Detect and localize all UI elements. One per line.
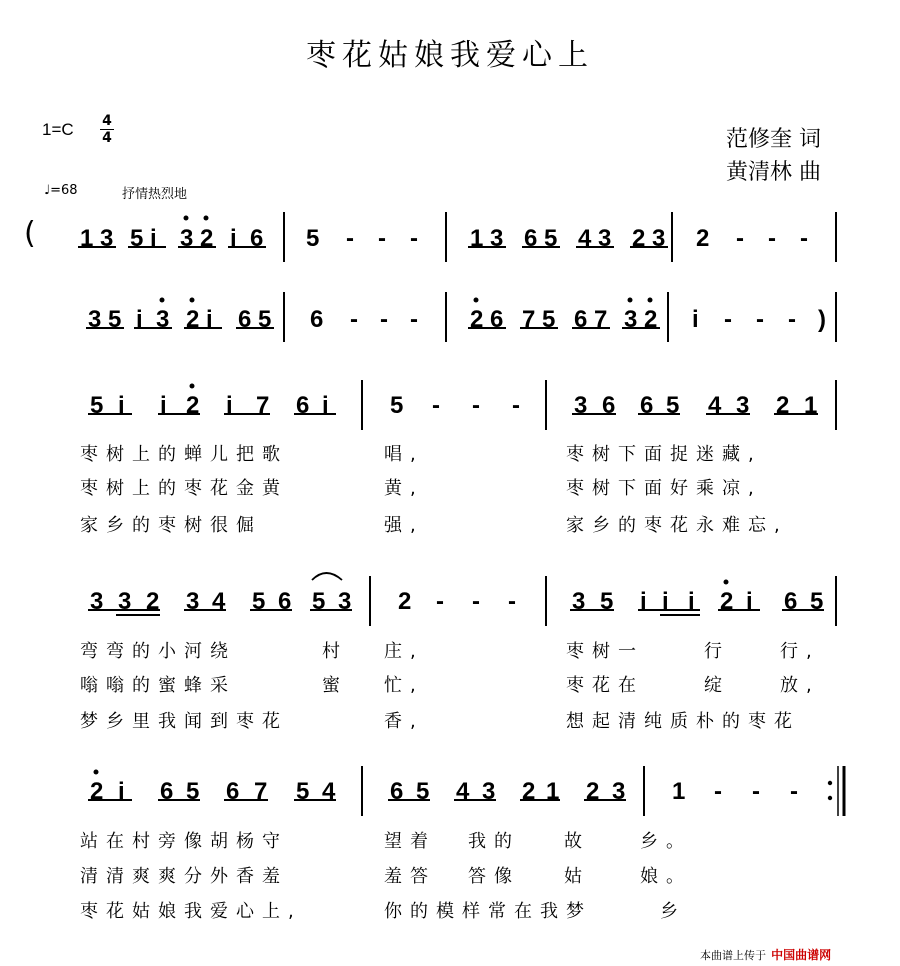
note-token: 5 [252, 588, 266, 615]
note-token: 6 [226, 778, 240, 805]
lyric-text: 姑 [564, 866, 590, 887]
note-token: 5 [258, 306, 272, 333]
dash-token: - [788, 306, 796, 333]
note-token: 1 [470, 225, 484, 252]
note-token: 5 [600, 588, 614, 615]
song-title: 枣花姑娘我爱心上 [306, 38, 594, 73]
lyric-text: 枣树一 [566, 641, 644, 662]
note-token: 2 [186, 306, 200, 333]
note-token: 5 [810, 588, 824, 615]
dash-token: - [756, 306, 764, 333]
note-token: 3 [490, 225, 504, 252]
note-token: i [746, 588, 753, 615]
note-token: 5 [108, 306, 122, 333]
dash-token: - [432, 392, 440, 419]
dash-token: - [410, 306, 418, 333]
note-token: 3 [88, 306, 102, 333]
lyric-text: 行 [704, 641, 730, 662]
lyric-text: 我的 [468, 831, 520, 852]
dash-token: - [346, 225, 354, 252]
expression-marking: 抒情热烈地 [122, 187, 188, 202]
watermark-text: 本曲谱上传于 [700, 949, 766, 962]
lyric-text: 忙, [384, 675, 424, 696]
note-token: 6 [278, 588, 292, 615]
time-signature-bottom: 4 [102, 130, 112, 146]
note-token: 4 [322, 778, 336, 805]
note-token: 2 [586, 778, 600, 805]
note-token: 6 [524, 225, 538, 252]
lyric-text: 枣花姑娘我爱心上, [80, 901, 302, 922]
lyric-text: 枣树下面好乘凉, [566, 478, 762, 499]
note-token: 3 [624, 306, 638, 333]
note-token: 6 [390, 778, 404, 805]
note-token: 3 [482, 778, 496, 805]
lyric-text: 弯弯的小河绕 [80, 641, 236, 662]
lyric-text: 家乡的枣花永难忘, [566, 515, 788, 536]
dash-token: - [350, 306, 358, 333]
note-token: 5 [296, 778, 310, 805]
watermark [700, 944, 831, 963]
dash-token: - [410, 225, 418, 252]
composer-credit: 黄清林 曲 [726, 160, 821, 185]
lyric-text: 乡。 [640, 831, 692, 852]
lyric-text: 梦乡里我闻到枣花 [80, 711, 288, 732]
lyric-text: 香, [384, 711, 424, 732]
lyric-text: 行, [780, 641, 820, 662]
note-token: 2 [644, 306, 658, 333]
note-token: 4 [578, 225, 592, 252]
note-token: 3 [338, 588, 352, 615]
lyric-text: 乡 [660, 901, 686, 922]
note-token: 4 [708, 392, 722, 419]
note-token: 5 [186, 778, 200, 805]
lyric-text: 绽 [704, 675, 730, 696]
note-token: i [160, 392, 167, 419]
note-token: 6 [602, 392, 616, 419]
note-token: 2 [470, 306, 484, 333]
note-token: 6 [490, 306, 504, 333]
dash-token: - [724, 306, 732, 333]
key-signature: 1=C [42, 120, 74, 139]
note-token: 5 [666, 392, 680, 419]
dash-token: - [736, 225, 744, 252]
note-token: 7 [522, 306, 536, 333]
note-token: i [322, 392, 329, 419]
note-token: 5 [542, 306, 556, 333]
dash-token: - [508, 588, 516, 615]
lyric-text: 娘。 [640, 866, 692, 887]
note-token: 5 [416, 778, 430, 805]
dash-token: - [768, 225, 776, 252]
note-token: 6 [640, 392, 654, 419]
note-token: 1 [804, 392, 818, 419]
note-token: 3 [186, 588, 200, 615]
note-token: 2 [776, 392, 790, 419]
dash-token: - [472, 392, 480, 419]
dash-token: - [472, 588, 480, 615]
note-token: 5 [130, 225, 144, 252]
lyric-text: 清清爽爽分外香羞 [80, 866, 288, 887]
note-token: i [136, 306, 143, 333]
lyric-text: 家乡的枣树很倔 [80, 515, 262, 536]
lyric-text: 嗡嗡的蜜蜂采 [80, 675, 236, 696]
note-token: 1 [672, 778, 686, 805]
note-token: 2 [90, 778, 104, 805]
lyric-text: 村 [322, 641, 348, 662]
lyric-text: 站在村旁像胡杨守 [80, 831, 288, 852]
note-token: 3 [652, 225, 666, 252]
note-token: 2 [398, 588, 412, 615]
lyric-text: 故 [564, 831, 590, 852]
note-token: 3 [736, 392, 750, 419]
intro-open-paren: ( [24, 216, 36, 251]
note-token: 6 [296, 392, 310, 419]
note-token: 3 [118, 588, 132, 615]
note-token: 2 [696, 225, 710, 252]
lyric-text: 望着 [384, 831, 436, 852]
note-token: 1 [546, 778, 560, 805]
dash-token: - [512, 392, 520, 419]
note-token: 3 [90, 588, 104, 615]
note-token: i [118, 778, 125, 805]
note-token: 2 [186, 392, 200, 419]
note-token: i [640, 588, 647, 615]
note-token: 6 [238, 306, 252, 333]
lyric-text: 枣花在 [566, 675, 644, 696]
note-token: i [688, 588, 695, 615]
note-token: 5 [312, 588, 326, 615]
watermark-logo: 中国曲谱网 [771, 948, 832, 962]
note-token: 3 [598, 225, 612, 252]
lyric-text: 你的模样常在我梦 [384, 901, 592, 922]
dash-token: - [800, 225, 808, 252]
lyricist-credit: 范修奎 词 [726, 127, 821, 152]
tempo-marking: ♩=68 [44, 183, 78, 198]
lyric-text: 蜜 [322, 675, 348, 696]
dash-token: - [752, 778, 760, 805]
lyric-text: 枣树上的蝉儿把歌 [80, 444, 288, 465]
note-token: i [226, 392, 233, 419]
note-token: 5 [544, 225, 558, 252]
note-token: 7 [256, 392, 270, 419]
note-token: 7 [254, 778, 268, 805]
lyric-text: 放, [780, 675, 820, 696]
note-token: i [692, 306, 699, 333]
dash-token: - [790, 778, 798, 805]
note-token: i [150, 225, 157, 252]
lyric-text: 黄, [384, 478, 424, 499]
note-token: 5 [90, 392, 104, 419]
note-token: 5 [306, 225, 320, 252]
note-token: 6 [784, 588, 798, 615]
note-token: i [662, 588, 669, 615]
lyric-text: 枣树上的枣花金黄 [80, 478, 288, 499]
note-token: 6 [574, 306, 588, 333]
dash-token: - [714, 778, 722, 805]
note-token: i [230, 225, 237, 252]
lyric-text: 唱, [384, 444, 424, 465]
note-token: 4 [456, 778, 470, 805]
note-token: 1 [80, 225, 94, 252]
lyric-text: 庄, [384, 641, 424, 662]
tie-slur [312, 573, 342, 580]
lyric-text: 羞答 [384, 866, 436, 887]
note-token: 3 [574, 392, 588, 419]
note-token: 3 [612, 778, 626, 805]
time-signature-top: 4 [102, 113, 112, 129]
note-token: 2 [720, 588, 734, 615]
lyric-text: 答像 [468, 866, 520, 887]
note-token: 6 [160, 778, 174, 805]
note-token: 3 [572, 588, 586, 615]
note-token: 7 [594, 306, 608, 333]
note-token: i [118, 392, 125, 419]
note-token: 2 [200, 225, 214, 252]
note-token: 6 [310, 306, 324, 333]
lyric-text: 想起清纯质朴的枣花 [566, 711, 800, 732]
dash-token: - [436, 588, 444, 615]
note-token: 3 [180, 225, 194, 252]
note-token: 4 [212, 588, 226, 615]
note-token: 6 [250, 225, 264, 252]
dash-token: - [378, 225, 386, 252]
note-token: 2 [632, 225, 646, 252]
note-token: 3 [100, 225, 114, 252]
lyric-lines [80, 443, 820, 922]
note-token: 2 [146, 588, 160, 615]
lyric-text: 枣树下面捉迷藏, [566, 444, 762, 465]
lyric-text: 强, [384, 515, 424, 536]
intro-close-paren: ) [818, 306, 826, 333]
note-token: 5 [390, 392, 404, 419]
dash-token: - [380, 306, 388, 333]
note-token: 3 [156, 306, 170, 333]
note-token: 2 [522, 778, 536, 805]
note-token: i [206, 306, 213, 333]
